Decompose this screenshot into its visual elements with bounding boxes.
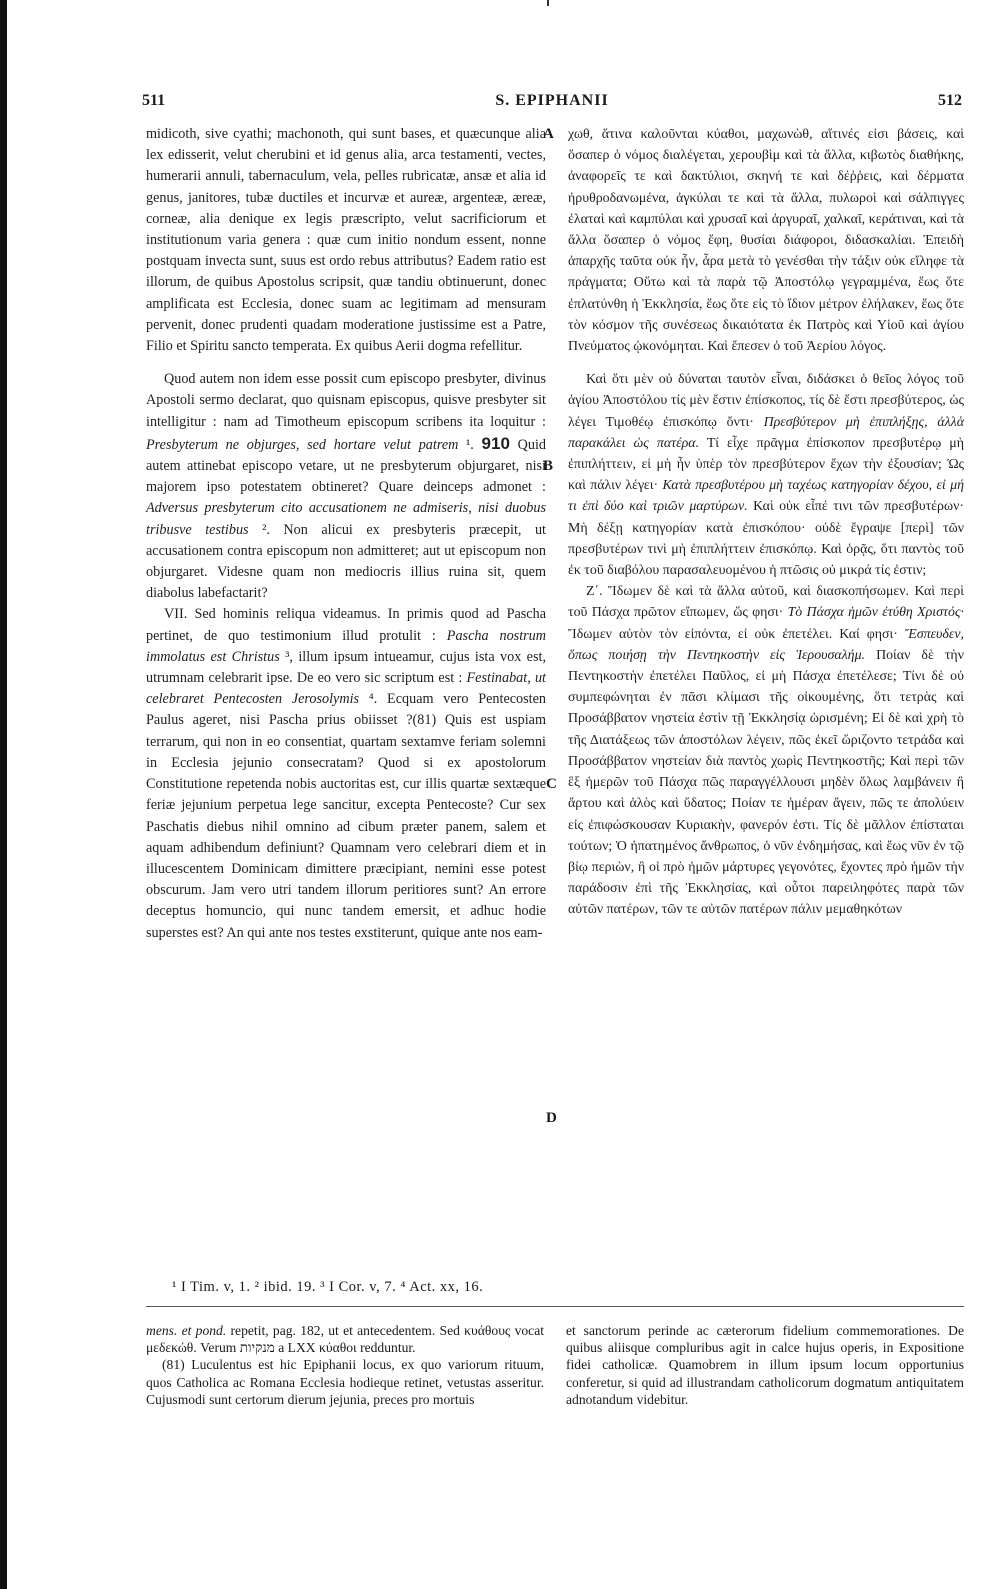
text-run: ¹. bbox=[458, 436, 482, 453]
text-run: Quid autem attinebat episcopo vetare, ut ne presbyterum objurgaret, nisi majorem ipso potestatem obtineret? Quare deinceps admonet : bbox=[146, 436, 546, 496]
scripture-quote: Πρεσβύτερον μὴ ἐπιπλήξῃς, ἀλλὰ παρακάλει ὡς πατέρα. bbox=[568, 414, 964, 451]
text-run: repetit, pag. 182, ut et antecedentem. Sed κυάθους vocat μεδεκώθ. Verum מנקיות a LXX κύαθοι redduntur. bbox=[146, 1323, 545, 1356]
latin-column bbox=[146, 124, 546, 944]
scan-mark bbox=[547, 0, 549, 6]
running-header bbox=[142, 92, 962, 114]
scripture-quote: Κατὰ πρεσβυτέρου μὴ ταχέως κατηγορίαν δέχου, εἰ μή τι ἐπὶ δύο καὶ τριῶν μαρτύρων. bbox=[568, 478, 964, 515]
notes-right-column bbox=[566, 1322, 964, 1408]
text-run: Ζ΄. Ἴδωμεν δὲ καὶ τὰ ἄλλα αὐτοῦ, καὶ διασκοπήσωμεν. Καὶ περὶ τοῦ Πάσχα πρῶτον εἴπωμεν, ὥς φησι· bbox=[568, 584, 964, 621]
latin-paragraph-2 bbox=[146, 369, 546, 604]
note-citation: mens. et pond. bbox=[146, 1323, 227, 1338]
scripture-quote: Ἔσπευδεν, ὅπως ποιήσῃ τὴν Πεντηκοστὴν εἰς Ἱερουσαλήμ. bbox=[568, 626, 964, 663]
text-run: Ἴδωμεν αὐτὸν τὸν εἰπόντα, εἰ οὐκ ἐπετέλει. Καί φησι· bbox=[568, 626, 905, 642]
greek-paragraph-1: χωθ, ἅτινα καλοῦνται κύαθοι, μαχωνὼθ, αἵτινές εἰσι βάσεις, καὶ ὅσαπερ ὁ νόμος διαλέγεται, χερουβὶμ καὶ τὰ ἄλλα, κιβωτὸς διαθήκης, ἀναφορεῖς τε καὶ δακτύλιοι, σκηνή τε καὶ δέῤῥεις, καὶ δέρματα ἠρυθροδανωμένα, ἀγκύλαι τε καὶ τὰ ἄλλα, πυλωροὶ καὶ σάλπιγγες ἐλαταὶ καὶ καμπύλαι καὶ χρυσαῖ καὶ ἀργυραῖ, χαλκαῖ, κεράτιναι, καὶ τὰ ἄλλα ὅσαπερ ὁ νόμος ἔφη, θυσίαι διάφοροι, διδασκαλίαι. Ἐπειδὴ ἀπαρχῆς ταῦτα οὐκ ἦν, ἆρα μετὰ τὸ γενέσθαι τὴν τάξιν οὐκ εἴληφε τὰ πράγματα; Οὕτω καὶ τὰ παρὰ τῷ Ἀποστόλῳ γεγραμμένα, ἕως ὅτε ἐπλατύνθη ἡ Ἐκκλησία, ἕως ὅτε εἰς τὸ ἴδιον μέτρον ἐλήλακεν, ἕως ὅτε τὸν κόσμον τῆς συνέσεως δικαιότατα ἐκ Πατρὸς καὶ Υἱοῦ καὶ ἁγίου Πνεύματος ᾠκονόμηται. Καὶ ἔπεσεν ὁ τοῦ Ἀερίου λόγος. bbox=[568, 127, 964, 355]
text-run: Quod autem non idem esse possit cum episcopo presbyter, divinus Apostoli sermo declarat, quo quisnam episcopus, quisve presbyter sit intelligitur : nam ad Timotheum episcopum scribens ita loquitur : bbox=[146, 371, 546, 430]
latin-paragraph-1: midicoth, sive cyathi; machonoth, qui sunt bases, et quæcunque alia lex edisserit, velut cherubini et id genus alia, arca testamenti, vectes, humerarii annuli, tabernaculum, vela, pelles rubricatæ, ansæ et alia id genus, janitores, tubæ ductiles et incurvæ et aureæ, argenteæ, æreæ, corneæ, alia denique ex legis præscripto, velut sacrificiorum et institutionum varia genera : quæ cum initio nondum essent, nonne postquam invecta sunt, suus est ordo rebus attributus? Eadem ratio est illorum, de quibus Apostolus scripsit, quæ tandiu obtinuerunt, donec amplificata est Ecclesia, donec suam ac legitimam ad mensuram pervenit, donec prudenti quadam moderatione justissime est a Patre, Filio et Spiritu sancto temperata. Ex quibus Aerii dogma refellitur. bbox=[146, 126, 546, 355]
footnote-divider bbox=[146, 1306, 964, 1307]
left-page-number: 511 bbox=[142, 92, 166, 109]
scripture-quote: Presbyterum ne objurges, sed hortare velut patrem bbox=[146, 436, 459, 453]
scripture-quote: Festinabat, ut celebraret Pentecosten Jerosolymis bbox=[146, 670, 546, 708]
greek-paragraph-2 bbox=[568, 369, 964, 581]
notes-left-column bbox=[146, 1322, 544, 1408]
note-continuation bbox=[146, 1322, 544, 1356]
note-81-continuation: et sanctorum perinde ac cæterorum fidelium commemorationes. De quibus aliisque compluribus agit in calce hujus operis, in Expositione fidei catholicæ. Quamobrem in illum ipsum locum opportunius conferetur, si quid ad illustrandam catholicorum dogmatum antiquitatem adnotandum videbitur. bbox=[566, 1323, 964, 1407]
section-marker-d: D bbox=[546, 1110, 557, 1126]
scripture-references: ¹ I Tim. v, 1. ² ibid. 19. ³ I Cor. v, 7. ⁴ Act. xx, 16. bbox=[172, 1279, 484, 1295]
section-marker-a: A bbox=[543, 126, 554, 142]
text-run: VII. Sed hominis reliqua videamus. In primis quod ad Pascha pertinet, de quo testimonium illud protulit : bbox=[146, 606, 546, 644]
scan-edge bbox=[0, 0, 7, 1589]
greek-paragraph-3 bbox=[568, 581, 964, 920]
text-run: Τί εἶχε πρᾶγμα ἐπίσκοπον πρεσβυτέρῳ μὴ ἐπιπλήττειν, εἰ μὴ ἦν ὑπὲρ τὸν πρεσβύτερον ἔχων τὴν ἐξουσίαν; Ὡς καὶ πάλιν λέγει· bbox=[568, 435, 964, 494]
latin-paragraph-3 bbox=[146, 604, 546, 943]
greek-column bbox=[568, 124, 964, 921]
text-run: Καὶ οὐκ εἶπέ τινι τῶν πρεσβυτέρων· Μὴ δέξῃ κατηγορίαν κατὰ ἐπισκόπου· οὐδὲ ἔγραψε [περὶ] τῶν πρεσβυτέρων τινὶ μὴ ἐπιπλήττειν ἐπισκόπῳ. Καὶ ὁρᾷς, ὅτι παντὸς τοῦ ἐκ τοῦ διαβόλου παρασαλευομένου ἡ πτῶσις οὐ μικρά τίς ἐστιν; bbox=[568, 499, 964, 579]
note-81: (81) Luculentus est hic Epiphanii locus, ex quo variorum rituum, quos Catholica ac Romana Ecclesia hodieque retinet, vetustas asseritur. Cujusmodi sunt certorum dierum jejunia, preces pro mortuis bbox=[146, 1357, 544, 1407]
column-number: 910 bbox=[481, 433, 510, 453]
text-run: Ποίαν δὲ τὴν Πεντηκοστὴν ἐπετέλει Παῦλος, εἰ μὴ Πάσχα ἐπετέλεσε; Τίνι δὲ οὐ συμπεφώνηται ἐν πᾶσι κλίμασι τῆς οἰκουμένης, ὅτι τετρὰς καὶ Προσάββατον νηστεία ἐστὶν τῇ Ἐκκλησίᾳ ὡρισμένη; Εἰ δὲ καὶ χρὴ τὸ τῆς Διατάξεως τῶν ἀποστόλων λέγειν, πῶς ἐκεῖ ὥριζοντο τετράδα καὶ Προσάββατον νηστείαν διὰ παντὸς χωρὶς Πεντηκοστῆς; Καὶ περὶ τῶν ἓξ ἡμερῶν τοῦ Πάσχα πῶς παραγγέλλουσι μηδὲν ὅλως λαμβάνειν ἢ ἄρτου καὶ ἁλὸς καὶ ὕδατος; Ποίαν τε ἡμέραν ἄγειν, πῶς τε ἀπολύειν εἰς ἐπιφώσκουσαν Κυριακὴν, φανερόν ἐστι. Τίς δὲ μᾶλλον ἐπίσταται τούτων; Ὁ ἠπατημένος ἄνθρωπος, ὁ νῦν ἐνδημήσας, καὶ ἕως νῦν ἐν τῷ βίῳ περιὼν, ἢ οἱ πρὸ ἡμῶν μάρτυρες γεγονότες, ἔχοντες πρὸ ἡμῶν τὴν παράδοσιν ἐπὶ τῆς Ἐκκλησίας, καὶ οὗτοι παρειληφότες παρὰ τῶν αὐτῶν πατέρων, τῶν τε αὐτῶν πατέρων πάλιν μεμαθηκότων bbox=[568, 647, 964, 918]
section-marker-b: B bbox=[543, 458, 554, 474]
text-run: ². Non alicui ex presbyteris præcepit, ut accusationem contra episcopum non admitteret; aut ut episcopum non objurgaret. Videsne quam non mediocris illius ruina sit, quem diabolus labefactarit? bbox=[146, 521, 546, 602]
text-run: Καὶ ὅτι μὲν οὐ δύναται ταυτὸν εἶναι, διδάσκει ὁ θεῖος λόγος τοῦ ἁγίου Ἀποστόλου τίς μὲν ἔστιν ἐπίσκοπος, τίς δὲ ἔστι πρεσβύτερος, ὡς λέγει Τιμοθέῳ ἐπισκόπῳ ὄντι· bbox=[568, 372, 964, 430]
section-marker-c: C bbox=[546, 776, 557, 792]
scripture-quote: Adversus presbyterum cito accusationem ne admiseris, nisi duobus tribusve testibus bbox=[146, 500, 546, 538]
text-run: ⁴. Ecquam vero Pentecosten Paulus ageret, nisi Pascha prius obiisset ?(81) Quis est uspiam terrarum, qui non in eo consentiat, quartam sextamve feriam solemni in Ecclesia jejunio consecratam? Quod si ex apostolorum Constitutione repetenda nobis auctoritas est, cur illis quartæ sextæque feriæ jejunium perpetua lege sancitur, excepta Pentecoste? Cur sex Paschatis diebus nihil omnino ad cibum præter panem, salem et aquam adhibendum definiunt? Quamnam vero celebrari diem et in illucescentem Dominicam dimittere præcipiant, nemini esse potest obscurum. Jam vero utri tandem illorum peritiores sunt? An errore deceptus homuncio, qui nunc tandem emersit, et adhuc hodie superstes est? An qui ante nos testes exstiterunt, quique ante nos eam- bbox=[146, 691, 547, 941]
right-page-number: 512 bbox=[938, 92, 962, 109]
running-title: S. EPIPHANII bbox=[495, 92, 609, 109]
scripture-quote: Pascha nostrum immolatus est Christus bbox=[146, 627, 546, 665]
text-run: ³, illum ipsum intueamur, cujus ista vox est, utrumnam celebrarit ipse. De eo vero sic scriptum est : bbox=[146, 648, 546, 687]
scripture-quote: Τὸ Πάσχα ἡμῶν ἐτύθη Χριστός· bbox=[787, 605, 964, 621]
